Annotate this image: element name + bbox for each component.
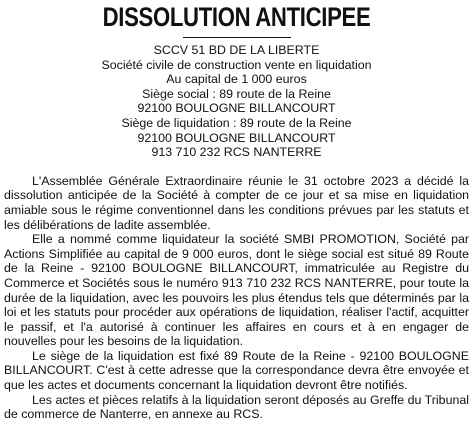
notice-title: DISSOLUTION ANTICIPEE xyxy=(102,2,371,32)
notice-body xyxy=(4,174,469,422)
company-header xyxy=(4,43,469,160)
paragraph-liquidation-seat: Le siège de la liquidation est fixé 89 Route de la Reine - 92100 BOULOGNE BILLANCOURT. C'est à cette adresse que la correspondance devra être envoyée et que les actes et documents concernant la liquidation devront être notifiés. xyxy=(4,348,469,393)
liquidation-office: Siège de liquidation : 89 route de la Reine xyxy=(121,115,352,130)
company-capital: Au capital de 1 000 euros xyxy=(166,72,307,87)
paragraph-filing: Les actes et pièces relatifs à la liquidation seront déposés au Greffe du Tribunal de commerce de Nanterre, en annexe au RCS. xyxy=(4,392,469,422)
rcs-number: 913 710 232 RCS NANTERRE xyxy=(151,145,322,160)
registered-office-city: 92100 BOULOGNE BILLANCOURT xyxy=(137,101,336,116)
paragraph-liquidator: Elle a nommé comme liquidateur la société SMBI PROMOTION, Société par Actions Simplifiée au capital de 9 000 euros, dont le siège social est situé 89 Route de la Reine - 92100 BOULOGNE BILLANCOURT, immatriculée au Registre du Commerce et Sociétés sous le numéro 913 710 232 RCS NANTERRE, pour toute la durée de la liquidation, avec les pouvoirs les plus étendus tels que déterminés par la loi et les statuts pour procéder aux opérations de liquidation, réaliser l'actif, acquitter le passif, et l'a autorisé à continuer les affaires en cours et à en engager de nouvelles pour les besoins de la liquidation. xyxy=(4,232,469,349)
company-name: SCCV 51 BD DE LA LIBERTE xyxy=(153,43,320,57)
company-form: Société civile de construction vente en liquidation xyxy=(101,57,372,72)
registered-office: Siège social : 89 route de la Reine xyxy=(142,86,331,101)
title-divider xyxy=(183,37,291,38)
liquidation-office-city: 92100 BOULOGNE BILLANCOURT xyxy=(137,130,336,145)
paragraph-dissolution: L'Assemblée Générale Extraordinaire réunie le 31 octobre 2023 a décidé la dissolution anticipée de la Société à compter de ce jour et sa mise en liquidation amiable sous le régime conventionnel dans les conditions prévues par les statuts et les délibérations de ladite assemblée. xyxy=(4,173,469,232)
